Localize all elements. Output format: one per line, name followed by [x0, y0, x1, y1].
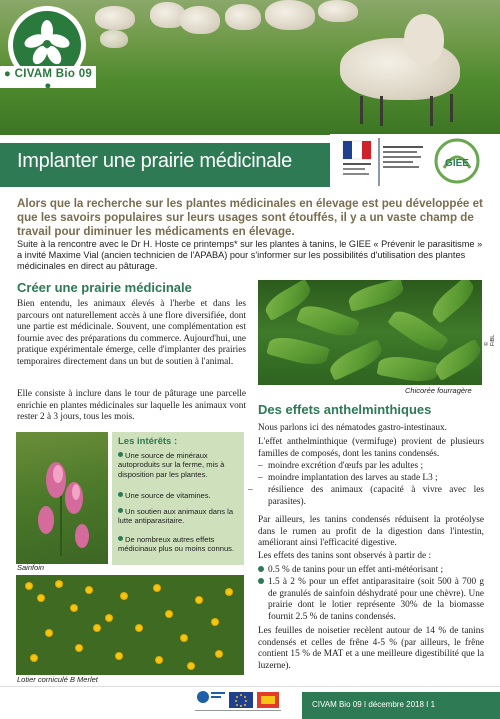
footer-text: CIVAM Bio 09 I décembre 2018 I 1 — [312, 700, 436, 709]
section2-paragraph-3: Par ailleurs, les tanins condensés réduisent la protéolyse dans le rumen au profit de la digestion dans l'intestin, améliorant ainsi l'efficacité digestive. — [258, 515, 484, 548]
footer-divider — [0, 686, 500, 687]
bullet-list-item: 0.5 % de tanins pour un effet anti-météorisant ; — [258, 565, 484, 577]
caption-lotier: Lotier corniculé B Merlet — [17, 675, 98, 684]
section1-paragraph-2: Elle consiste à inclure dans le tour de pâturage une parcelle enrichie en plantes médicinales sur laquelle les animaux vont rester 2 à 3 jours, tous les mois. — [17, 389, 246, 422]
chicoree-photo — [258, 280, 482, 385]
bullet-icon — [118, 492, 123, 497]
section2-paragraph-4: Les effets des tanins sont observés à partir de : — [258, 551, 432, 561]
giee-logo — [434, 138, 480, 184]
lotier-photo — [16, 575, 244, 675]
bullet-icon — [258, 578, 264, 584]
republique-francaise-logo — [339, 137, 375, 187]
dash-list-item: – moindre excrétion d'œufs par les adultes ; — [258, 461, 424, 471]
section2-paragraph-2: L'effet anthelminthique (vermifuge) provient de plusieurs familles de composés, dont les tanins condensés. — [258, 437, 484, 459]
sainfoin-photo — [16, 432, 108, 564]
bullet-list-item: 1.5 à 2 % pour un effet antiparasitaire (soit 500 à 700 g de granulés de sainfoin déshydraté pour une chèvre). Une prairie dont le lotier représente 30% de la biomasse fournit 2.5 % de tanins condensés. — [258, 577, 484, 623]
interet-item: Une source de minéraux autoproduits sur la ferme, mis à disposition par les plantes. — [118, 451, 225, 479]
svg-text:GIEE: GIEE — [445, 158, 469, 169]
interet-item: Un soutien aux animaux dans la lutte antiparasitaire. — [118, 507, 234, 526]
section-heading-effets: Des effets anthelminthiques — [258, 402, 432, 417]
dash-list-item: – résilience des animaux (capacité à vivre avec les parasites). — [248, 485, 484, 507]
ministry-logo — [383, 144, 427, 185]
interet-item: Une source de vitamines. — [118, 491, 240, 500]
page-title: Implanter une prairie médicinale — [17, 150, 292, 172]
caption-sainfoin: Sainfoin — [17, 563, 45, 572]
bullet-icon — [258, 566, 264, 572]
bullet-icon — [118, 508, 123, 513]
ministry-divider — [378, 138, 380, 186]
photo-credit: © FiBL — [484, 334, 496, 346]
lead-paragraph: Alors que la recherche sur les plantes médicinales en élevage est peu développée et que les savoirs populaires sur leurs usages sont étouffés, il y a un vaste champ de travail pour diminuer les médicaments en élevage. — [17, 197, 483, 238]
intro-paragraph: Suite à la rencontre avec le Dr H. Hoste ce printemps* sur les plantes à tanins, le GIEE « Prévenir le parasitisme » a invité Maxime Vial (ancien technicien de l'APABA) pour s'informer sur les possibilités d'utilisation des plantes médicinales en direct au pâturage. — [17, 239, 483, 272]
section1-paragraph-1: Bien entendu, les animaux élevés à l'herbe et dans les parcours ont naturellement accès à une flore diversifiée, dont une partie est médicinale. Souvent, une complémentation est fournie avec des préparations du commerce. Aujourd'hui, une pratique expérimentale émerge, celle d'implanter des prairies temporaires directement dans un but de soutien à l'animal. — [17, 299, 246, 367]
bullet-icon — [118, 536, 123, 541]
section-heading-creer: Créer une prairie médicinale — [17, 280, 192, 295]
bullet-icon — [118, 452, 123, 457]
section2-paragraph-5: Les feuilles de noisetier recèlent autour de 14 % de tanins condensés et celles de frêne 4-5 % (par ailleurs, le frêne contient 15 % de MAT et a une meilleure digestibilité que la luzerne). — [258, 626, 484, 671]
dash-list-item: – moindre implantation des larves au stade L3 ; — [258, 473, 438, 483]
caption-chicoree: Chicorée fourragère — [405, 386, 472, 395]
interet-item: De nombreux autres effets médicinaux plus ou moins connus. — [118, 535, 235, 554]
section2-paragraph-1: Nous parlons ici des nématodes gastro-intestinaux. — [258, 423, 447, 433]
brand-name: ● CIVAM Bio 09 ● — [3, 68, 93, 92]
funding-logos — [193, 688, 297, 714]
interets-title: Les intérêts : — [118, 436, 178, 447]
